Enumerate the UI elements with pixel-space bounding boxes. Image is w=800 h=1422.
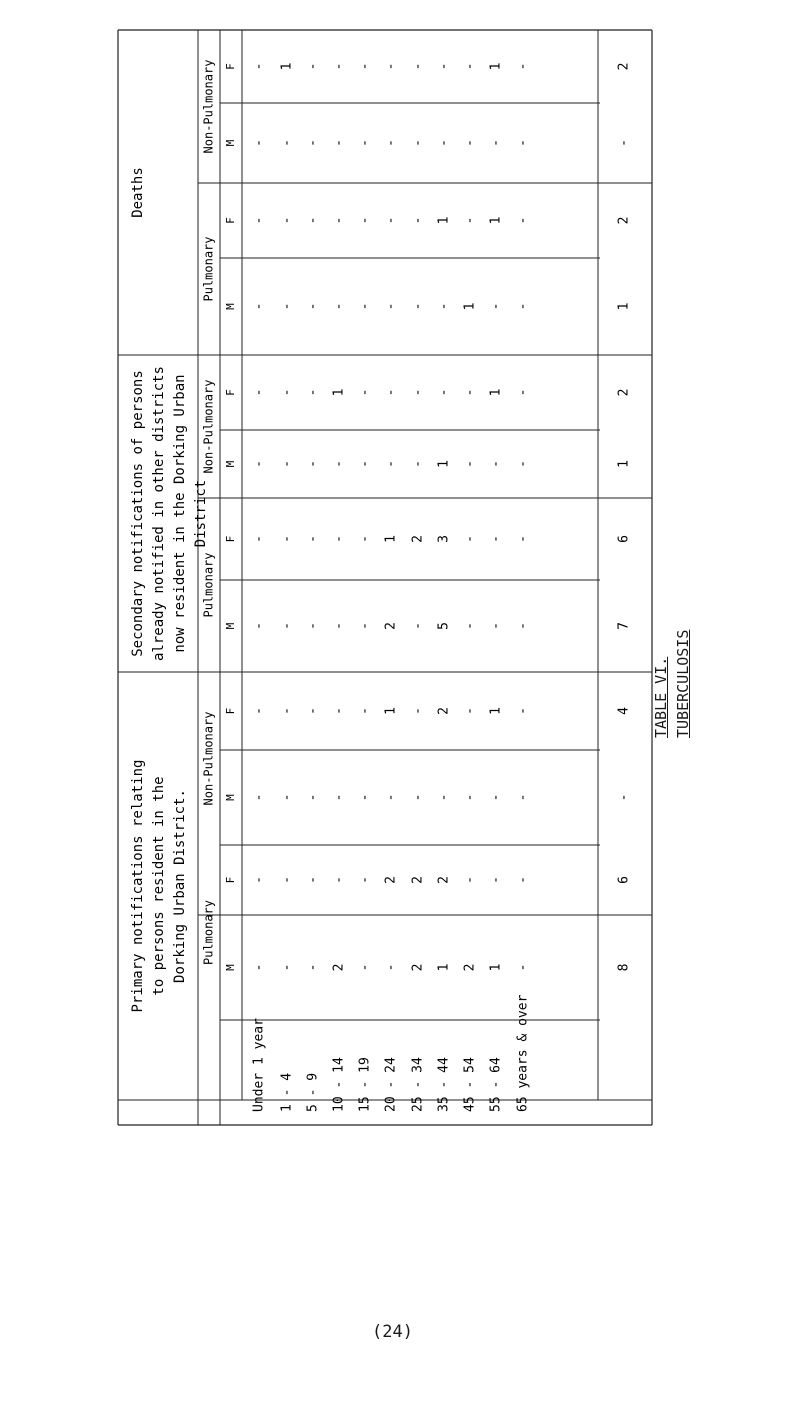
subgroup-label: Pulmonary xyxy=(201,552,216,618)
table-cell: - xyxy=(357,622,373,630)
table-cell: - xyxy=(279,963,295,972)
sex-header: F xyxy=(224,876,237,884)
table-cell: - xyxy=(331,460,347,468)
table-cell: - xyxy=(279,388,295,397)
table-cell: - xyxy=(410,302,426,311)
table-cell: - xyxy=(305,302,321,311)
table-cell: - xyxy=(357,388,373,397)
table-total-cell: 6 xyxy=(616,535,632,543)
table-cell: - xyxy=(410,460,426,468)
table-cell: - xyxy=(462,876,478,884)
sex-header: M xyxy=(224,794,237,801)
table-cell: - xyxy=(383,460,399,468)
group-title-line: Dorking Urban District. xyxy=(172,789,188,983)
table-cell: - xyxy=(357,62,373,71)
table-cell: - xyxy=(279,302,295,311)
table-cell: 2 xyxy=(436,707,452,715)
table-cell: - xyxy=(515,62,531,71)
table-cell: - xyxy=(357,535,373,543)
sex-header: M xyxy=(224,460,237,468)
age-group-label: 55 - 64 xyxy=(488,1057,504,1112)
table-cell: - xyxy=(279,793,295,802)
table-cell: - xyxy=(279,535,295,543)
table-cell: - xyxy=(383,302,399,311)
group-title-line: to persons resident in the xyxy=(151,776,167,996)
table-cell: 3 xyxy=(436,535,452,543)
table-cell: - xyxy=(251,622,267,630)
table-cell: - xyxy=(515,876,531,884)
page-number: (24) xyxy=(372,1322,413,1342)
table-cell: - xyxy=(279,707,295,715)
table-cell: - xyxy=(488,302,504,311)
table-cell: - xyxy=(251,793,267,802)
table-cell: - xyxy=(331,707,347,715)
table-cell: - xyxy=(279,216,295,225)
table-cell: - xyxy=(462,460,478,468)
group-title-line: already notified in other districts xyxy=(151,365,167,662)
table-cell: 1 xyxy=(436,963,452,972)
table-cell: - xyxy=(357,302,373,311)
table-cell: 5 xyxy=(436,622,452,630)
table-total-cell: - xyxy=(616,793,632,802)
table-cell: - xyxy=(357,876,373,884)
sex-header: F xyxy=(224,63,237,70)
table-cell: - xyxy=(462,216,478,225)
table-cell: - xyxy=(305,216,321,225)
table-cell: - xyxy=(251,707,267,715)
table-total-cell: 1 xyxy=(616,460,632,468)
table-cell: - xyxy=(462,535,478,543)
table-cell: - xyxy=(410,139,426,147)
table-total-cell: 7 xyxy=(616,622,632,630)
subgroup-label: Pulmonary xyxy=(201,236,216,302)
table-cell: - xyxy=(410,388,426,397)
table-subtitle: TUBERCULOSIS xyxy=(674,629,692,738)
table-cell: - xyxy=(383,963,399,972)
table-cell: - xyxy=(462,139,478,147)
table-cell: 1 xyxy=(436,460,452,468)
table-cell: 2 xyxy=(383,876,399,884)
table-cell: 2 xyxy=(462,963,478,972)
age-group-label: 65 years & over xyxy=(515,994,531,1112)
table-cell: - xyxy=(383,388,399,397)
age-group-label: Under 1 year xyxy=(251,1018,267,1112)
table-cell: - xyxy=(305,622,321,630)
table-cell: 1 xyxy=(488,707,504,715)
table-cell: - xyxy=(515,535,531,543)
table-cell: - xyxy=(515,707,531,715)
table-cell: - xyxy=(410,216,426,225)
table-cell: - xyxy=(515,622,531,630)
table-cell: - xyxy=(305,963,321,972)
table-cell: 1 xyxy=(331,388,347,397)
table-cell: - xyxy=(488,460,504,468)
table-cell: - xyxy=(436,793,452,802)
age-group-label: 25 - 34 xyxy=(410,1057,426,1112)
table-cell: - xyxy=(357,216,373,225)
table-cell: 1 xyxy=(436,216,452,225)
table-cell: - xyxy=(279,622,295,630)
table-cell: - xyxy=(251,302,267,311)
table-cell: 2 xyxy=(410,963,426,972)
table-cell: 1 xyxy=(383,535,399,543)
table-cell: - xyxy=(410,622,426,630)
table-cell: 1 xyxy=(488,388,504,397)
subgroup-label: Non-Pulmonary xyxy=(201,59,216,154)
table-total-cell: - xyxy=(616,139,632,147)
age-group-label: 15 - 19 xyxy=(357,1057,373,1112)
table-cell: - xyxy=(410,707,426,715)
table-cell: - xyxy=(383,216,399,225)
table-cell: 2 xyxy=(383,622,399,630)
table-cell: - xyxy=(331,302,347,311)
table-cell: - xyxy=(515,388,531,397)
table-cell: - xyxy=(515,460,531,468)
table-cell: - xyxy=(436,302,452,311)
table-cell: - xyxy=(251,388,267,397)
age-group-label: 35 - 44 xyxy=(436,1057,452,1112)
sex-header: F xyxy=(224,217,237,224)
table-cell: 2 xyxy=(410,535,426,543)
table-cell: - xyxy=(515,963,531,972)
table-cell: - xyxy=(410,793,426,802)
group-title-line: District xyxy=(193,479,209,548)
sex-header: M xyxy=(224,622,237,630)
table-cell: - xyxy=(305,535,321,543)
table-cell: - xyxy=(488,793,504,802)
table-cell: - xyxy=(383,793,399,802)
sex-header: F xyxy=(224,535,237,543)
subgroup-label: Non-Pulmonary xyxy=(201,711,216,806)
table-cell: - xyxy=(251,876,267,884)
table-cell: - xyxy=(251,535,267,543)
table-cell: - xyxy=(251,963,267,972)
age-group-label: 20 - 24 xyxy=(383,1057,399,1112)
table-cell: - xyxy=(436,62,452,71)
table-cell: - xyxy=(515,302,531,311)
table-total-cell: 4 xyxy=(616,707,632,715)
table-total-cell: 2 xyxy=(616,216,632,225)
group-title-line: now resident in the Dorking Urban xyxy=(172,374,188,653)
table-cell: - xyxy=(357,460,373,468)
table-cell: - xyxy=(279,876,295,884)
sex-header: M xyxy=(224,303,237,310)
sex-header: M xyxy=(224,964,237,971)
table-cell: - xyxy=(462,388,478,397)
table-cell: - xyxy=(331,876,347,884)
table-cell: - xyxy=(436,388,452,397)
table-cell: 2 xyxy=(331,963,347,972)
table-cell: - xyxy=(305,707,321,715)
table-cell: - xyxy=(357,707,373,715)
sex-header: F xyxy=(224,707,237,715)
table-cell: 2 xyxy=(436,876,452,884)
table-cell: - xyxy=(305,139,321,147)
table-cell: - xyxy=(305,460,321,468)
table-total-cell: 1 xyxy=(616,302,632,311)
table-cell: - xyxy=(383,139,399,147)
table-cell: - xyxy=(436,139,452,147)
age-group-label: 10 - 14 xyxy=(331,1057,347,1112)
table-cell: - xyxy=(515,216,531,225)
table-cell: - xyxy=(488,139,504,147)
table-cell: - xyxy=(383,62,399,71)
table-cell: 1 xyxy=(488,963,504,972)
table-cell: - xyxy=(515,139,531,147)
table-cell: - xyxy=(462,793,478,802)
table-total-cell: 8 xyxy=(616,963,632,972)
table-cell: - xyxy=(331,622,347,630)
sex-header: M xyxy=(224,139,237,147)
age-group-label: 45 - 54 xyxy=(462,1057,478,1112)
table-total-cell: 2 xyxy=(616,388,632,397)
table-cell: - xyxy=(357,793,373,802)
table-cell: - xyxy=(279,139,295,147)
table-cell: - xyxy=(251,139,267,147)
table-cell: 1 xyxy=(279,62,295,71)
table-cell: - xyxy=(251,216,267,225)
table-cell: - xyxy=(251,460,267,468)
table-cell: - xyxy=(251,62,267,71)
table-cell: - xyxy=(305,388,321,397)
table-cell: - xyxy=(331,139,347,147)
table-cell: - xyxy=(357,139,373,147)
table-cell: 1 xyxy=(383,707,399,715)
table-cell: - xyxy=(357,963,373,972)
table-cell: - xyxy=(331,535,347,543)
table-cell: 1 xyxy=(488,62,504,71)
table-cell: - xyxy=(331,62,347,71)
table-cell: - xyxy=(462,707,478,715)
table-cell: - xyxy=(488,876,504,884)
table-cell: - xyxy=(279,460,295,468)
table-cell: 1 xyxy=(488,216,504,225)
group-title-line: Deaths xyxy=(130,167,146,218)
sex-header: F xyxy=(224,389,237,396)
table-cell: - xyxy=(410,62,426,71)
table-title: TABLE VI. xyxy=(652,656,670,738)
table-cell: 2 xyxy=(410,876,426,884)
table-total-cell: 2 xyxy=(616,62,632,71)
table-cell: - xyxy=(331,216,347,225)
table-cell: - xyxy=(515,793,531,802)
table-cell: - xyxy=(331,793,347,802)
table-cell: - xyxy=(305,876,321,884)
subgroup-label: Non-Pulmonary xyxy=(201,379,216,474)
table-cell: 1 xyxy=(462,302,478,311)
table-cell: - xyxy=(305,62,321,71)
table-cell: - xyxy=(488,535,504,543)
group-title-line: Secondary notifications of persons xyxy=(130,370,146,657)
subgroup-label: Pulmonary xyxy=(201,899,216,966)
age-group-label: 5 - 9 xyxy=(305,1072,321,1112)
table-cell: - xyxy=(462,62,478,71)
group-title-line: Primary notifications relating xyxy=(130,759,146,1013)
table-cell: - xyxy=(462,622,478,630)
table-cell: - xyxy=(305,793,321,802)
table-total-cell: 6 xyxy=(616,876,632,884)
age-group-label: 1 - 4 xyxy=(279,1072,295,1112)
table-cell: - xyxy=(488,622,504,630)
